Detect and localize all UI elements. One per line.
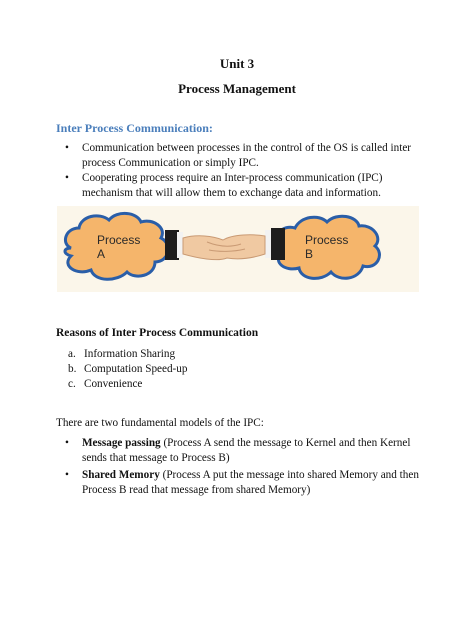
ipc-bullet-item (62, 171, 422, 201)
bullet-icon: • (65, 142, 69, 154)
model-description: (Process A send the message to Kernel and then Kernel sends that message to Process B) (82, 437, 411, 464)
bullet-icon: • (65, 469, 69, 481)
cloud-b-label-2: B (305, 247, 314, 261)
models-bullet-list (62, 436, 422, 500)
reasons-item-text: Information Sharing (84, 348, 176, 360)
cloud-process-b-icon (275, 216, 380, 278)
models-bullet-item (62, 436, 422, 466)
ipc-bullet-list (62, 141, 422, 201)
ipc-heading: Inter Process Communication: (56, 121, 213, 135)
handshake-icon (165, 228, 285, 260)
ipc-bullet-text: Communication between processes in the control of the OS is called inter process Communication or simply IPC. (82, 142, 412, 169)
model-name: Message passing (82, 437, 161, 449)
list-marker: a. (68, 348, 76, 360)
cloud-a-label-2: A (97, 247, 106, 261)
bullet-icon: • (65, 437, 69, 449)
ipc-bullet-text: Cooperating process require an Inter-process communication (IPC) mechanism that will allow them to exchange data and information. (82, 172, 383, 199)
ipc-bullet-item (62, 141, 422, 171)
reasons-list-item (68, 377, 368, 392)
reasons-list-item (68, 362, 368, 377)
reasons-heading: Reasons of Inter Process Communication (56, 327, 259, 339)
cloud-process-a-icon (65, 213, 168, 279)
unit-title: Unit 3 (219, 56, 255, 71)
models-bullet-item (62, 468, 422, 498)
model-name: Shared Memory (82, 469, 160, 481)
models-intro: There are two fundamental models of the IPC: (56, 417, 264, 429)
reasons-list (68, 347, 368, 392)
model-description: (Process A put the message into shared Memory and then Process B read that message from shared Memory) (82, 469, 419, 496)
list-marker: b. (68, 363, 77, 375)
ipc-handshake-figure (57, 206, 419, 292)
reasons-list-item (68, 347, 368, 362)
list-marker: c. (68, 378, 76, 390)
cloud-b-label-1: Process (305, 233, 349, 247)
chapter-title: Process Management (178, 81, 296, 96)
reasons-item-text: Convenience (84, 378, 143, 390)
bullet-icon: • (65, 172, 69, 184)
cloud-a-label-1: Process (97, 233, 141, 247)
reasons-item-text: Computation Speed-up (84, 363, 188, 375)
